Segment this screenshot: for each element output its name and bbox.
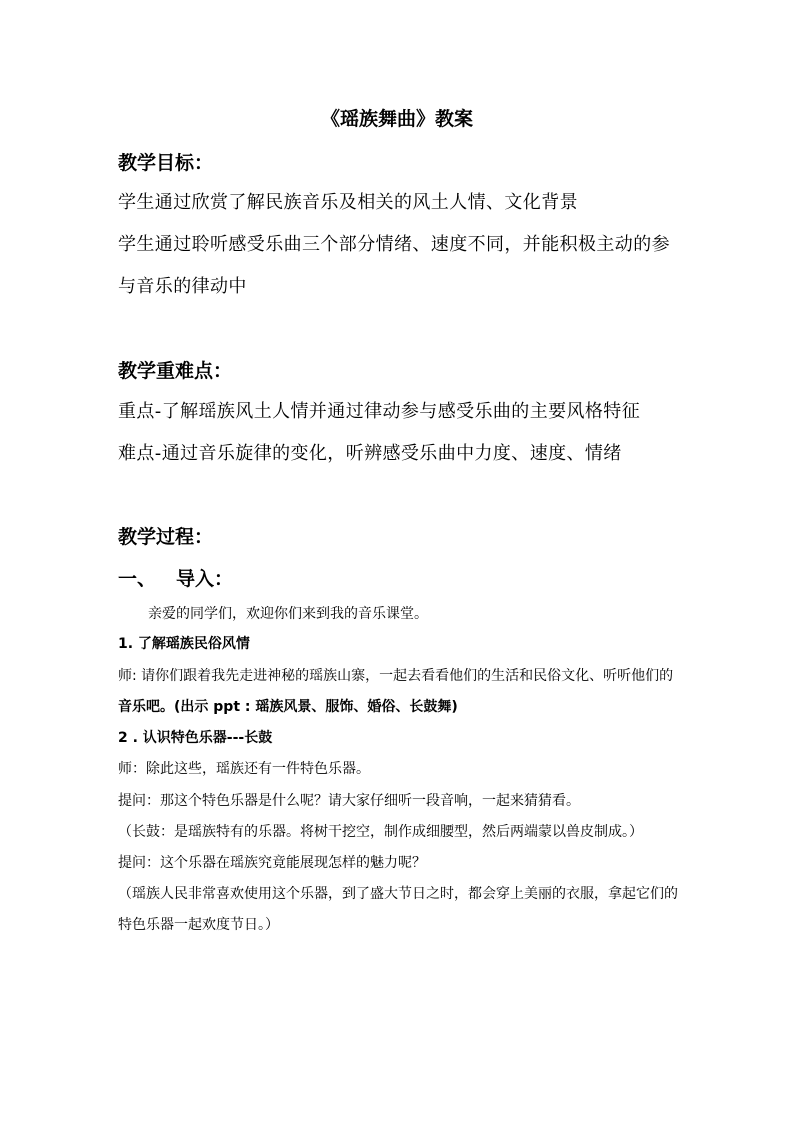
item-2-line: 提问：这个乐器在瑶族究竟能展现怎样的魅力呢？ [118,855,426,871]
objectives-heading: 教学目标： [118,152,214,174]
section-1-heading [118,564,233,591]
item-2-line: 提问：那这个特色乐器是什么呢？请大家仔细听一段音响，一起来猜猜看。 [118,793,580,809]
item-1-title: 1. 了解瑶族民俗风情 [118,636,250,652]
item-2-line: （瑶族人民非常喜欢使用这个乐器，到了盛大节日之时，都会穿上美丽的衣服，拿起它们的 [118,886,678,902]
item-2-line: （长鼓：是瑶族特有的乐器。将树干挖空，制作成细腰型，然后两端蒙以兽皮制成。） [118,824,643,840]
document-title: 《瑶族舞曲》教案 [320,108,473,130]
process-heading: 教学过程： [118,526,214,548]
key-points-heading: 教学重难点： [118,360,233,382]
item-1-line: 音乐吧。(出示 ppt : 瑶族风景、服饰、婚俗、长鼓舞) [118,699,458,715]
key-point-line: 重点-了解瑶族风土人情并通过律动参与感受乐曲的主要风格特征 [118,401,641,422]
objective-line: 学生通过聆听感受乐曲三个部分情绪、速度不同，并能积极主动的参 [118,234,670,255]
section-1-number: 一、 [118,568,157,590]
item-2-line: 特色乐器一起欢度节日。） [118,917,279,933]
item-2-line: 师：除此这些，瑶族还有一件特色乐器。 [118,761,370,777]
objective-line: 学生通过欣赏了解民族音乐及相关的风土人情、文化背景 [118,192,578,213]
section-1-title: 导入： [176,568,234,590]
key-point-line: 难点-通过音乐旋律的变化，听辨感受乐曲中力度、速度、情绪 [118,443,622,464]
intro-text: 亲爱的同学们，欢迎你们来到我的音乐课堂。 [148,606,428,622]
item-1-line: 师: 请你们跟着我先走进神秘的瑶族山寨，一起去看看他们的生活和民俗文化、听听他们的 [118,668,674,684]
item-2-title: 2 . 认识特色乐器---长鼓 [118,730,273,746]
objective-line: 与音乐的律动中 [118,276,247,297]
